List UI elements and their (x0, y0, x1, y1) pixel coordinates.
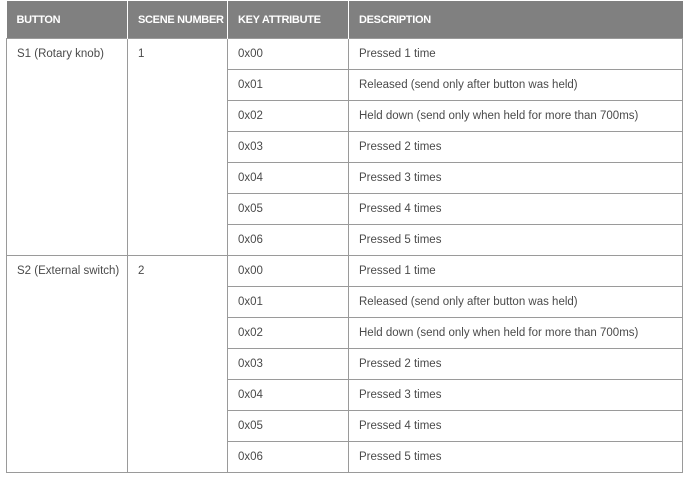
button-cell-s1: S1 (Rotary knob) (7, 39, 128, 256)
header-key-attribute: KEY ATTRIBUTE (228, 1, 349, 39)
key-attribute-cell: 0x03 (228, 132, 349, 163)
description-cell: Pressed 5 times (349, 442, 683, 473)
description-cell: Pressed 3 times (349, 163, 683, 194)
key-attribute-cell: 0x04 (228, 380, 349, 411)
key-attribute-cell: 0x01 (228, 70, 349, 101)
key-attribute-cell: 0x04 (228, 163, 349, 194)
description-cell: Held down (send only when held for more than 700ms) (349, 318, 683, 349)
key-attribute-cell: 0x05 (228, 411, 349, 442)
header-scene-number: SCENE NUMBER (128, 1, 228, 39)
key-attribute-cell: 0x06 (228, 442, 349, 473)
key-attribute-cell: 0x05 (228, 194, 349, 225)
scene-table (6, 1, 683, 473)
key-attribute-cell: 0x01 (228, 287, 349, 318)
scene-cell-2: 2 (128, 256, 228, 473)
key-attribute-cell: 0x03 (228, 349, 349, 380)
description-cell: Pressed 4 times (349, 411, 683, 442)
table-row (7, 256, 683, 287)
description-cell: Held down (send only when held for more than 700ms) (349, 101, 683, 132)
key-attribute-cell: 0x00 (228, 39, 349, 70)
description-cell: Released (send only after button was held) (349, 70, 683, 101)
key-attribute-cell: 0x06 (228, 225, 349, 256)
header-button: BUTTON (7, 1, 128, 39)
description-cell: Released (send only after button was held) (349, 287, 683, 318)
description-cell: Pressed 1 time (349, 256, 683, 287)
description-cell: Pressed 5 times (349, 225, 683, 256)
description-cell: Pressed 3 times (349, 380, 683, 411)
key-attribute-cell: 0x00 (228, 256, 349, 287)
key-attribute-cell: 0x02 (228, 318, 349, 349)
table-header-row (7, 1, 683, 39)
description-cell: Pressed 4 times (349, 194, 683, 225)
description-cell: Pressed 1 time (349, 39, 683, 70)
header-description: DESCRIPTION (349, 1, 683, 39)
scene-cell-1: 1 (128, 39, 228, 256)
description-cell: Pressed 2 times (349, 349, 683, 380)
description-cell: Pressed 2 times (349, 132, 683, 163)
key-attribute-cell: 0x02 (228, 101, 349, 132)
button-cell-s2: S2 (External switch) (7, 256, 128, 473)
table-row (7, 39, 683, 70)
